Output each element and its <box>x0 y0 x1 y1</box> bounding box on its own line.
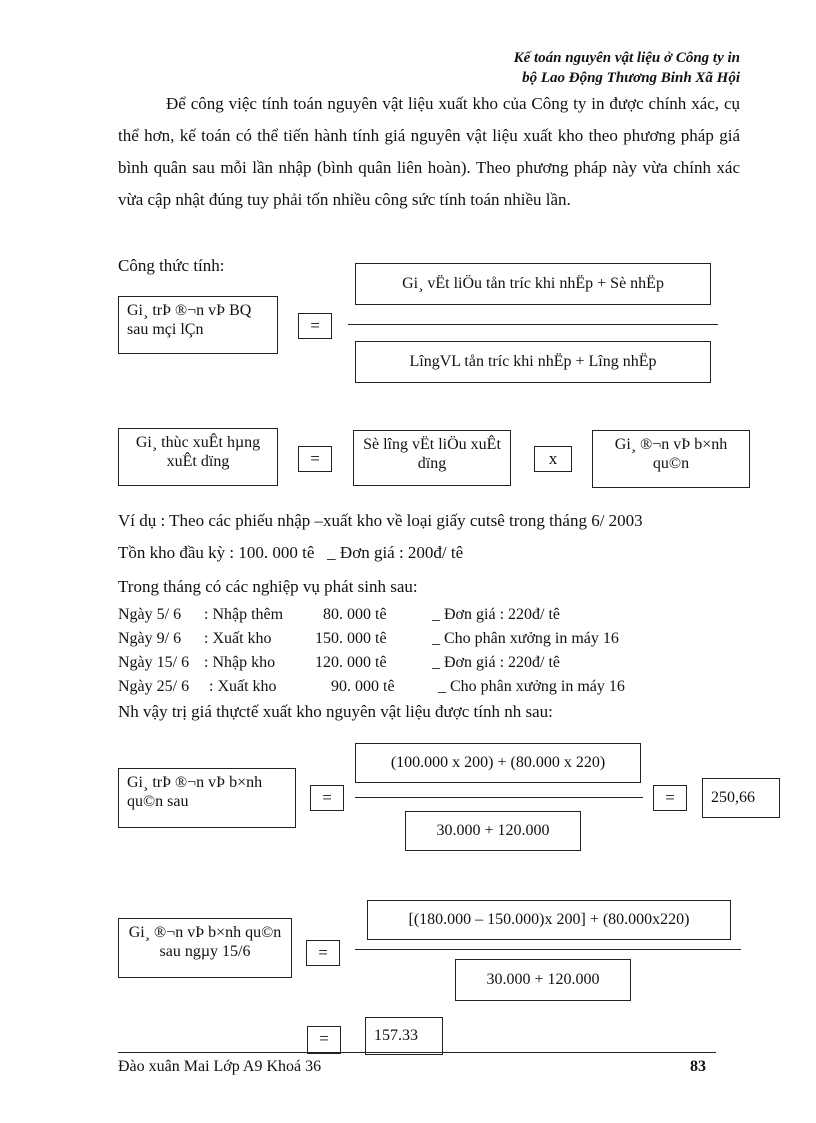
example-conclusion: Nh vậy trị giá thựctế xuất kho nguyên vật liệu được tính nh sau: <box>118 702 553 721</box>
formula1-denominator-box <box>355 341 711 383</box>
calc2-denominator-text: 30.000 + 120.000 <box>486 971 600 988</box>
formula-label: Công thức tính: <box>118 256 225 275</box>
calc2-result-equals-sign: = <box>307 1026 341 1054</box>
calc1-numerator-text: (100.000 x 200) + (80.000 x 220) <box>390 754 606 771</box>
calc2-lhs-box <box>118 918 292 978</box>
formula2-lhs-box <box>118 428 278 486</box>
transaction-action: : Xuất kho <box>204 630 272 647</box>
formula1-equals-sign: = <box>298 313 332 339</box>
calc1-numerator-box <box>355 743 641 783</box>
formula2-price-text: Gi¸ ®¬n vÞ b×nh qu©n <box>614 436 728 472</box>
transaction-note: _ Đơn giá : 220đ/ tê <box>432 606 560 623</box>
footer-author: Đào xuân Mai Lớp A9 Khoá 36 <box>118 1058 322 1075</box>
calc1-denominator-text: 30.000 + 120.000 <box>436 822 550 839</box>
calc1-result-box <box>702 778 780 818</box>
transaction-date: Ngày 15/ 6 <box>118 654 190 671</box>
page-number: 83 <box>690 1058 706 1075</box>
transaction-note: _ Cho phân xưởng in máy 16 <box>438 678 625 695</box>
calc1-result-equals-sign: = <box>653 785 687 811</box>
formula2-qty-box <box>353 430 511 486</box>
transaction-action: : Nhập kho <box>204 654 276 671</box>
calc2-fraction-bar <box>355 949 741 950</box>
transaction-date: Ngày 9/ 6 <box>118 630 182 647</box>
formula2-lhs-text: Gi¸ thùc xuÊt hµng xuÊt dïng <box>135 434 261 470</box>
calc2-lhs-text: Gi¸ ®¬n vÞ b×nh qu©n sau ngµy 15/6 <box>128 924 282 960</box>
calc1-lhs-box <box>118 768 296 828</box>
calc2-numerator-text: [(180.000 – 150.000)x 200] + (80.000x220) <box>408 911 690 928</box>
transaction-action: : Xuất kho <box>209 678 277 695</box>
calc1-fraction-bar <box>355 797 643 798</box>
formula1-numerator-text: Gi¸ vËt liÖu tån tríc khi nhËp + Sè nhËp <box>402 275 664 292</box>
header-title-line1: Kế toán nguyên vật liệu ở Công ty in <box>513 50 740 66</box>
transaction-note: _ Cho phân xưởng in máy 16 <box>432 630 619 647</box>
formula2-price-box <box>592 430 750 488</box>
formula2-equals-sign: = <box>298 446 332 472</box>
header-title-line2: bộ Lao Động Thương Binh Xã Hội <box>522 70 740 86</box>
transaction-qty: 90. 000 tê <box>331 678 395 695</box>
calc2-result-box <box>365 1017 443 1055</box>
transaction-note: _ Đơn giá : 220đ/ tê <box>432 654 560 671</box>
example-title: Ví dụ : Theo các phiếu nhập –xuất kho về loại giấy cutsê trong tháng 6/ 2003 <box>118 511 643 530</box>
calc1-result-text: 250,66 <box>711 789 755 806</box>
formula1-lhs-box <box>118 296 278 354</box>
formula1-lhs-text: Gi¸ trÞ ®¬n vÞ BQ sau mçi lÇn <box>127 302 252 338</box>
transaction-date: Ngày 5/ 6 <box>118 606 182 623</box>
calc2-result-text: 157.33 <box>374 1027 418 1044</box>
calc1-equals-sign: = <box>310 785 344 811</box>
transaction-qty: 150. 000 tê <box>315 630 387 647</box>
intro-paragraph: Để công việc tính toán nguyên vật liệu xuất kho của Công ty in được chính xác, cụ thể hơn, kế toán có thể tiến hành tính giá nguyên vật liệu xuất kho theo phương pháp giá bình quân sau mỗi lần nhập (bình quân liên hoàn). Theo phương pháp này vừa chính xác vừa cập nhật đúng tuy phải tốn nhiều công sức tính toán nhiều lần. <box>118 94 740 209</box>
footer-divider <box>118 1052 716 1053</box>
formula1-numerator-box <box>355 263 711 305</box>
transaction-action: : Nhập thêm <box>204 606 284 623</box>
transaction-date: Ngày 25/ 6 <box>118 678 190 695</box>
formula1-fraction-bar <box>348 324 718 325</box>
formula2-qty-text: Sè lîng vËt liÖu xuÊt dïng <box>363 436 501 472</box>
calc1-lhs-text: Gi¸ trÞ ®¬n vÞ b×nh qu©n sau <box>127 774 263 810</box>
formula1-denominator-text: LîngVL tån tríc khi nhËp + Lîng nhËp <box>409 353 657 370</box>
transaction-qty: 80. 000 tê <box>323 606 387 623</box>
calc2-equals-sign: = <box>306 940 340 966</box>
calc2-numerator-box <box>367 900 731 940</box>
transaction-qty: 120. 000 tê <box>315 654 387 671</box>
formula2-multiply-sign: x <box>534 446 572 472</box>
example-opening-balance: Tồn kho đầu kỳ : 100. 000 tê _ Đơn giá : 200đ/ tê <box>118 543 464 562</box>
example-intro: Trong tháng có các nghiệp vụ phát sinh sau: <box>118 577 418 596</box>
calc1-denominator-box <box>405 811 581 851</box>
calc2-denominator-box <box>455 959 631 1001</box>
